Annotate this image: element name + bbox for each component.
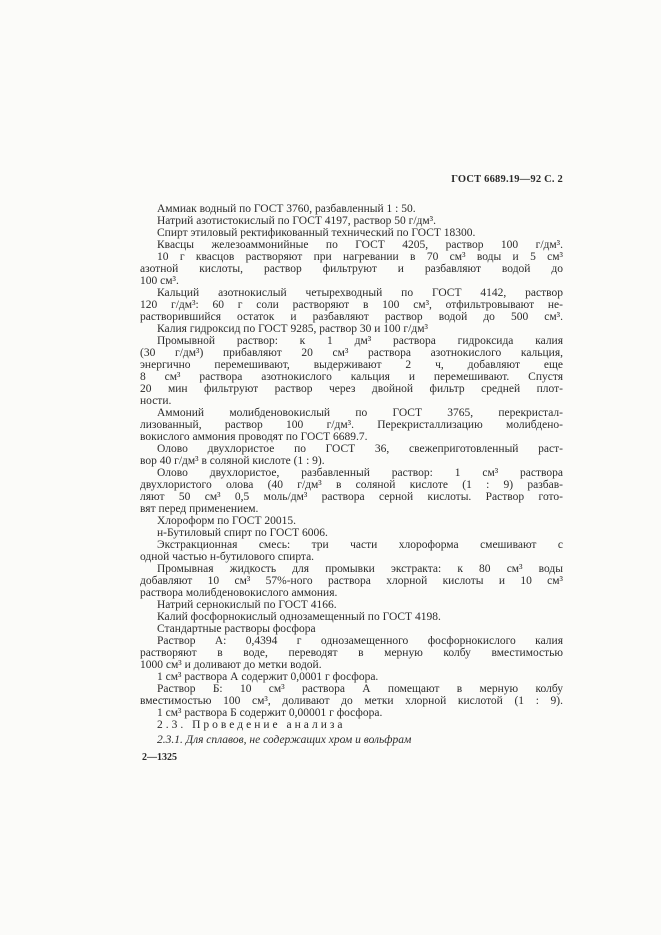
text-line: 100 см³. xyxy=(140,275,179,287)
text-line: 10 г квасцов растворяют при нагревании в 70 см³ воды и 5 см³ xyxy=(157,251,563,263)
text-line: растворяют в воде, переводят в мерную колбу вместимостью xyxy=(140,647,563,659)
text-line: вместимостью 100 см³, доливают до метки хлорной кислотой (1 : 9). xyxy=(140,695,563,707)
text-line: Калия гидроксид по ГОСТ 9285, раствор 30 и 100 г/дм³ xyxy=(157,323,428,335)
page-header: ГОСТ 6689.19—92 С. 2 xyxy=(451,174,563,185)
text-line: Промывная жидкость для промывки экстракта: к 80 см³ воды xyxy=(157,563,563,575)
text-line: вор 40 г/дм³ в соляной кислоте (1 : 9). xyxy=(140,455,325,467)
text-line: Квасцы железоаммонийные по ГОСТ 4205, раствор 100 г/дм³. xyxy=(157,239,563,251)
document-body xyxy=(140,203,563,764)
text-line: добавляют 10 см³ 57%-ного раствора хлорной кислоты и 10 см³ xyxy=(140,575,563,587)
text-line: 20 мин фильтруют раствор через двойной фильтр средней плот- xyxy=(140,383,563,395)
text-line: Раствор Б: 10 см³ раствора А помещают в мерную колбу xyxy=(157,683,563,695)
page-footer-signature: 2—1325 xyxy=(142,752,177,763)
text-line: Экстракционная смесь: три части хлороформа смешивают с xyxy=(157,539,563,551)
text-line: 1 см³ раствора А содержит 0,0001 г фосфора. xyxy=(157,671,379,683)
text-line: двухлористого олова (40 г/дм³ в соляной кислоте (1 : 9) разбав- xyxy=(140,479,563,491)
text-line: 1 см³ раствора Б содержит 0,00001 г фосфора. xyxy=(157,707,383,719)
text-line: Спирт этиловый ректификованный технический по ГОСТ 18300. xyxy=(157,227,476,239)
text-line: Раствор А: 0,4394 г однозамещенного фосфорнокислого калия xyxy=(157,635,563,647)
text-line: вокислого аммония проводят по ГОСТ 6689.7. xyxy=(140,431,368,443)
text-line: 1000 см³ и доливают до метки водой. xyxy=(140,659,322,671)
text-line: раствора молибденовокислого аммония. xyxy=(140,587,338,599)
reagent-list xyxy=(140,203,563,719)
text-line: 8 см³ раствора азотнокислого кальция и перемешивают. Спустя xyxy=(140,371,563,383)
text-line: Калий фосфорнокислый однозамещенный по ГОСТ 4198. xyxy=(157,611,441,623)
text-line: одной частью н-бутилового спирта. xyxy=(140,551,315,563)
text-line: н-Бутиловый спирт по ГОСТ 6006. xyxy=(157,527,328,539)
text-line: растворившийся остаток и разбавляют раствор водой до 500 см³. xyxy=(140,311,563,323)
text-line: Промывной раствор: к 1 дм³ раствора гидроксида калия xyxy=(157,335,563,347)
subsection-heading: 2.3.1. Для сплавов, не содержащих хром и вольфрам xyxy=(157,734,412,746)
text-line: азотной кислоты, раствор фильтруют и разбавляют водой до xyxy=(140,263,563,275)
text-line: Натрий сернокислый по ГОСТ 4166. xyxy=(157,599,337,611)
text-line: Натрий азотистокислый по ГОСТ 4197, раствор 50 г/дм³. xyxy=(157,215,436,227)
text-line: Хлороформ по ГОСТ 20015. xyxy=(157,515,297,527)
text-line: энергично перемешивают, выдерживают 2 ч, добавляют еще xyxy=(140,359,563,371)
text-line: Олово двухлористое по ГОСТ 36, свежеприготовленный раст- xyxy=(157,443,563,455)
text-line: (30 г/дм³) прибавляют 20 см³ раствора азотнокислого кальция, xyxy=(140,347,563,359)
text-line: 120 г/дм³: 60 г соли растворяют в 100 см³, отфильтровывают не- xyxy=(140,299,563,311)
text-line: лизованный, раствор 100 г/дм³. Перекристаллизацию молибдено- xyxy=(140,419,563,431)
text-line: ляют 50 см³ 0,5 моль/дм³ раствора серной кислоты. Раствор гото- xyxy=(140,491,563,503)
section-heading: 2.3. Проведение анализа xyxy=(157,719,346,731)
text-line: Олово двухлористое, разбавленный раствор: 1 см³ раствора xyxy=(157,467,563,479)
text-line: Аммиак водный по ГОСТ 3760, разбавленный 1 : 50. xyxy=(157,203,416,215)
text-line: Кальций азотнокислый четырехводный по ГОСТ 4142, раствор xyxy=(157,287,563,299)
text-line: Стандартные растворы фосфора xyxy=(157,623,316,635)
text-line: Аммоний молибденовокислый по ГОСТ 3765, перекристал- xyxy=(157,407,563,419)
text-line: ности. xyxy=(140,395,172,407)
text-line: вят перед применением. xyxy=(140,503,259,515)
